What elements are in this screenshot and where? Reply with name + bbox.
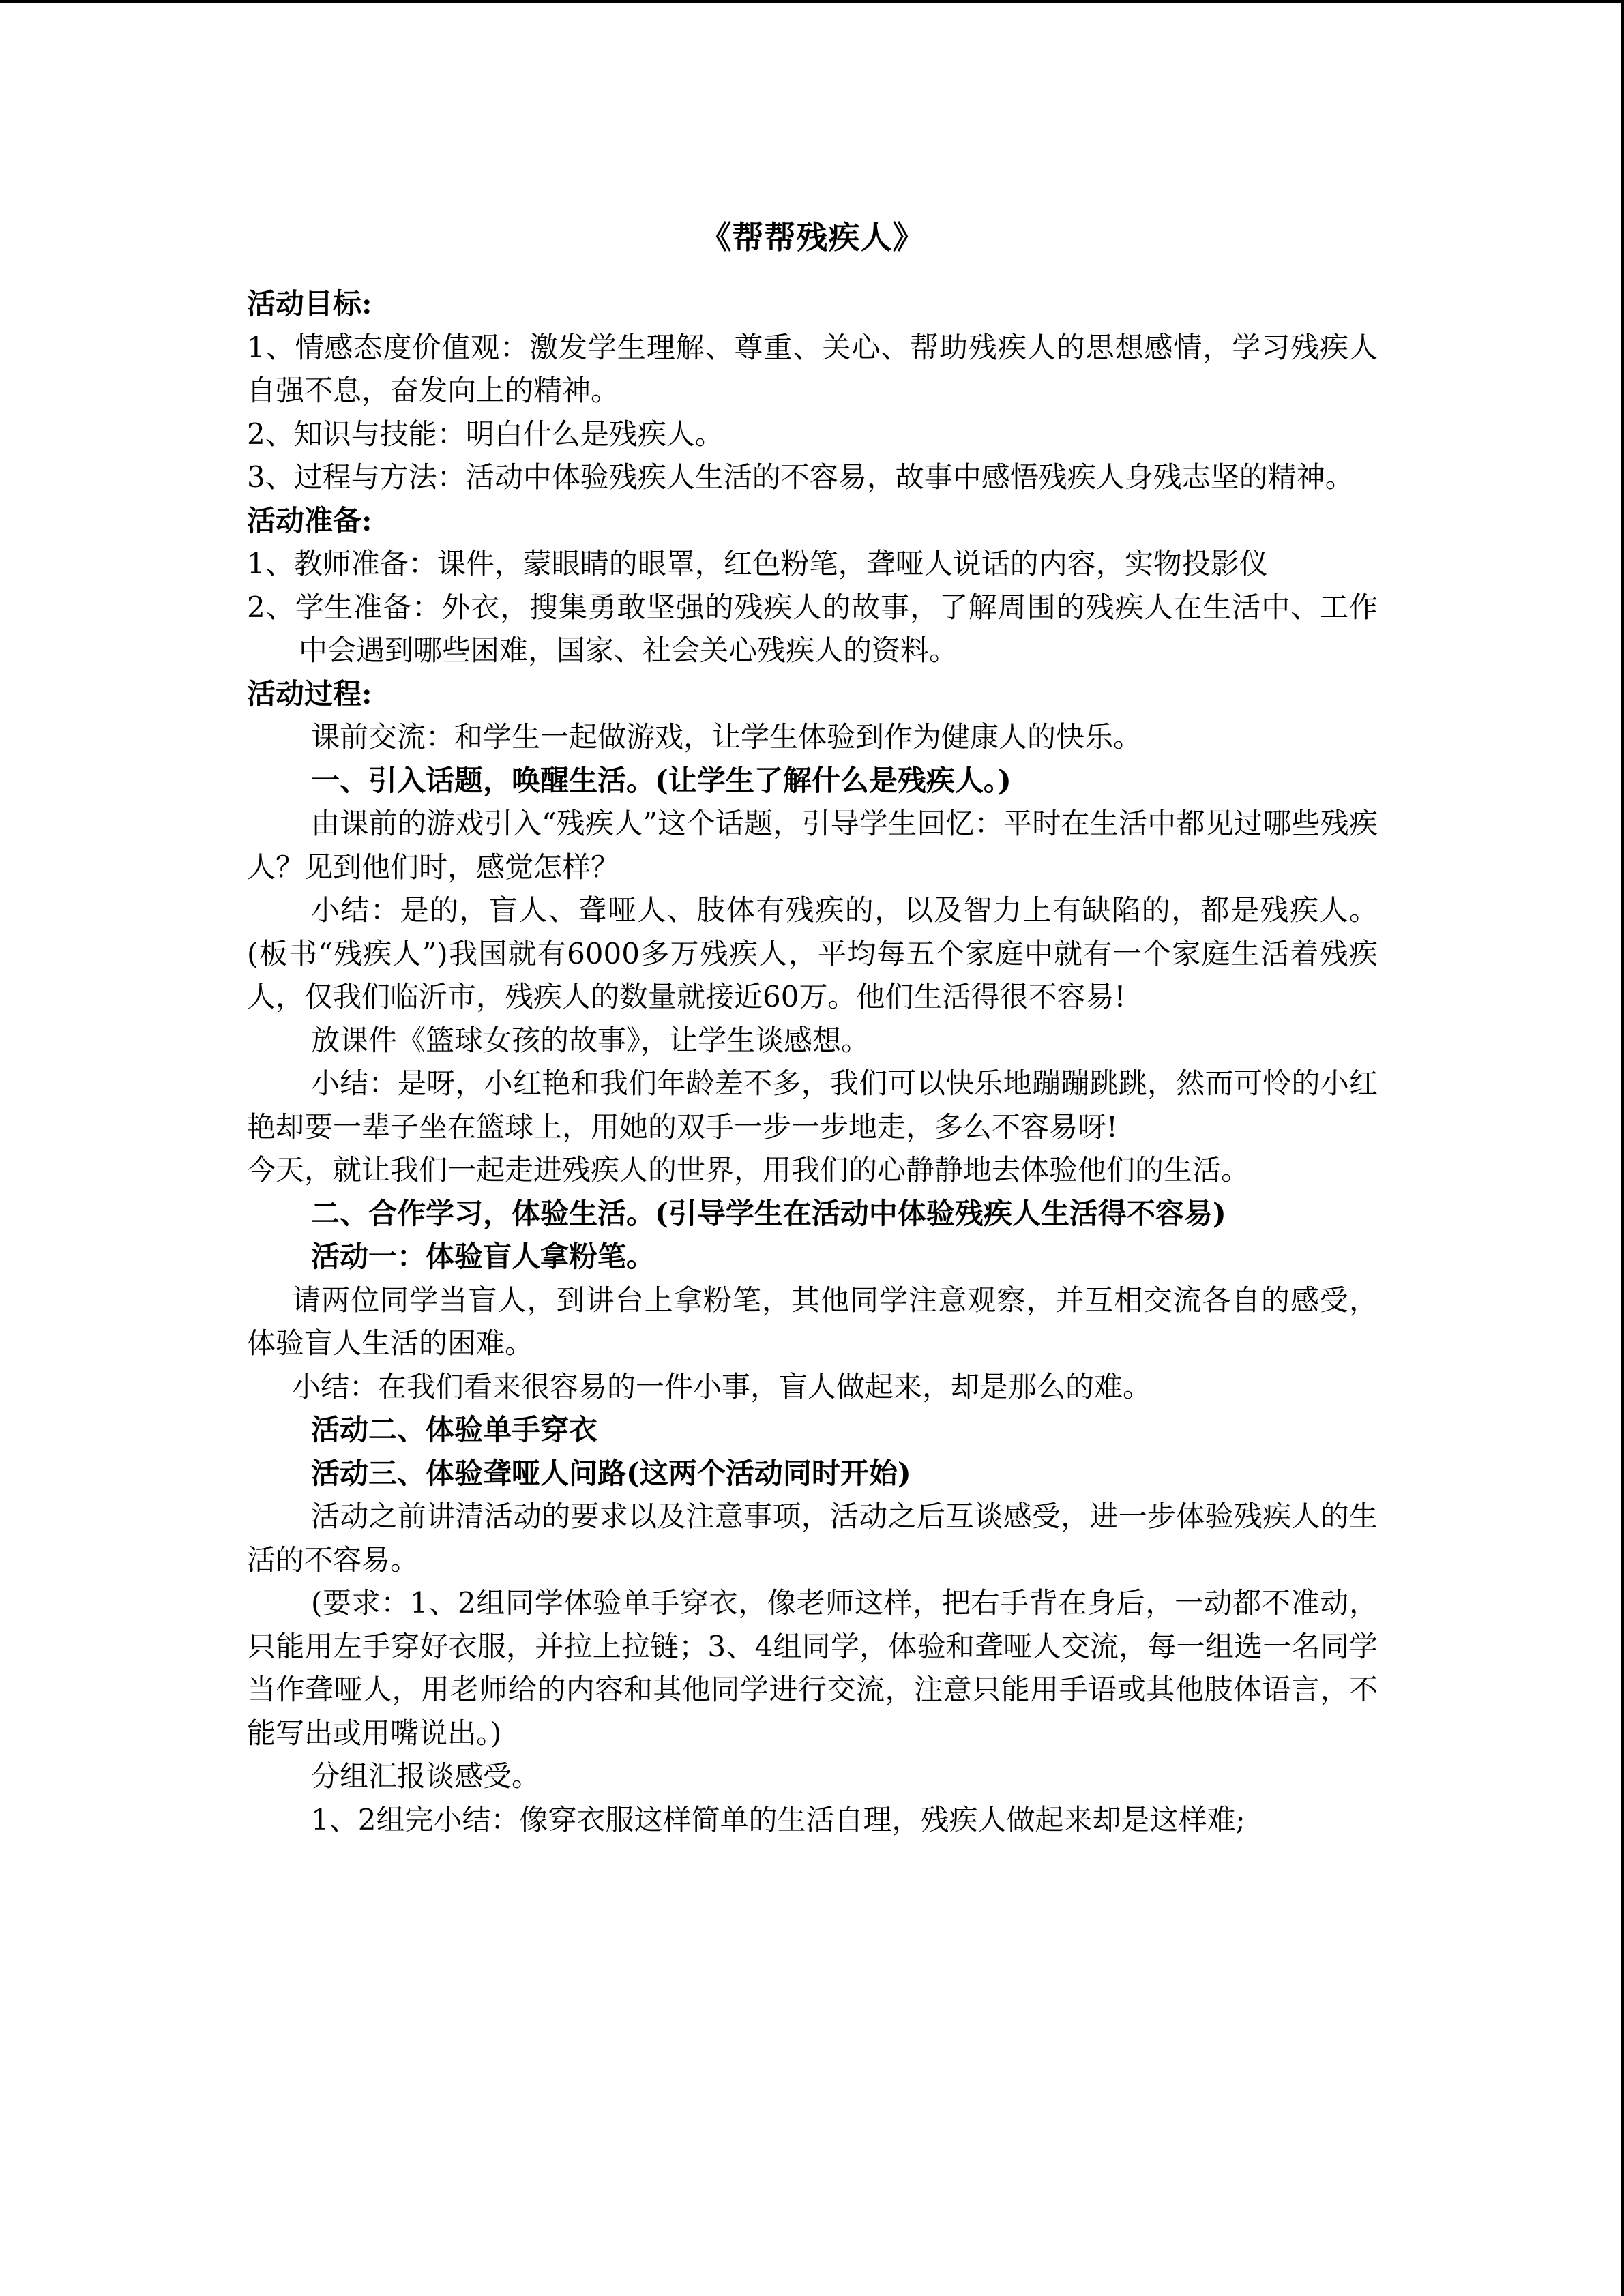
prep-heading: 活动准备:: [247, 503, 372, 537]
part1-paragraph-1: 由课前的游戏引入“残疾人”这个话题，引导学生回忆：平时在生活中都见过哪些残疾人？见到他们时，感觉怎样？: [247, 807, 1378, 884]
part1-summary: 小结：是的，盲人、聋哑人、肢体有残疾的，以及智力上有缺陷的，都是残疾人。(板书“残疾人”)我国就有6000多万残疾人，平均每五个家庭中就有一个家庭生活着残疾人，仅我们临沂市，残疾人的数量就接近60万。他们生活得很不容易!: [247, 893, 1378, 1013]
activity2-heading: 活动二、体验单手穿衣: [311, 1413, 598, 1446]
activity-instructions: 活动之前讲清活动的要求以及注意事项，活动之后互谈感受，进一步体验残疾人的生活的不容易。: [247, 1500, 1378, 1577]
goal-item-3: 3、过程与方法：活动中体验残疾人生活的不容易，故事中感悟残疾人身残志坚的精神。: [247, 460, 1354, 494]
part2-heading: 二、合作学习，体验生活。(引导学生在活动中体验残疾人生活得不容易): [311, 1196, 1226, 1230]
document-body: [247, 215, 1378, 1841]
process-heading: 活动过程:: [247, 676, 372, 711]
pre-class-exchange: 课前交流：和学生一起做游戏，让学生体验到作为健康人的快乐。: [311, 720, 1142, 754]
group-summary: 1、2组完小结：像穿衣服这样简单的生活自理，残疾人做起来却是这样难;: [311, 1802, 1245, 1836]
document-title: 《帮帮残疾人》: [700, 219, 925, 256]
activity-requirements: (要求：1、2组同学体验单手穿衣，像老师这样，把右手背在身后，一动都不准动，只能用左手穿好衣服，并拉上拉链；3、4组同学，体验和聋哑人交流，每一组选一名同学当作聋哑人，用老师给的内容和其他同学进行交流，注意只能用手语或其他肢体语言，不能写出或用嘴说出。): [247, 1586, 1378, 1750]
activity3-heading: 活动三、体验聋哑人问路(这两个活动同时开始): [311, 1456, 911, 1490]
activity1-heading: 活动一：体验盲人拿粉笔。: [311, 1240, 655, 1273]
part1-heading: 一、引入话题，唤醒生活。(让学生了解什么是残疾人。): [311, 763, 1012, 797]
group-report: 分组汇报谈感受。: [311, 1759, 541, 1793]
prep-item-2: 2、学生准备：外衣，搜集勇敢坚强的残疾人的故事，了解周围的残疾人在生活中、工作中会遇到哪些困难，国家、社会关心残疾人的资料。: [247, 590, 1378, 667]
goal-item-1: 1、情感态度价值观：激发学生理解、尊重、关心、帮助残疾人的思想感情，学习残疾人自强不息，奋发向上的精神。: [247, 330, 1378, 407]
goal-item-2: 2、知识与技能：明白什么是残疾人。: [247, 417, 724, 451]
part1-summary-2: 小结：是呀，小红艳和我们年龄差不多，我们可以快乐地蹦蹦跳跳，然而可怜的小红艳却要一辈子坐在篮球上，用她的双手一步一步地走，多么不容易呀!: [247, 1067, 1378, 1144]
goals-heading: 活动目标:: [247, 287, 372, 320]
page-border-right: [1621, 0, 1624, 2296]
part1-transition: 今天，就让我们一起走进残疾人的世界，用我们的心静静地去体验他们的生活。: [247, 1153, 1250, 1187]
part1-courseware: 放课件《篮球女孩的故事》，让学生谈感想。: [311, 1023, 870, 1057]
activity1-paragraph: 请两位同学当盲人，到讲台上拿粉笔，其他同学注意观察，并互相交流各自的感受，体验盲人生活的困难。: [247, 1283, 1378, 1360]
activity1-summary: 小结：在我们看来很容易的一件小事，盲人做起来，却是那么的难。: [292, 1369, 1152, 1403]
page-border-top: [0, 0, 1624, 3]
prep-item-1: 1、教师准备：课件，蒙眼睛的眼罩，红色粉笔，聋哑人说话的内容，实物投影仪: [247, 547, 1268, 580]
